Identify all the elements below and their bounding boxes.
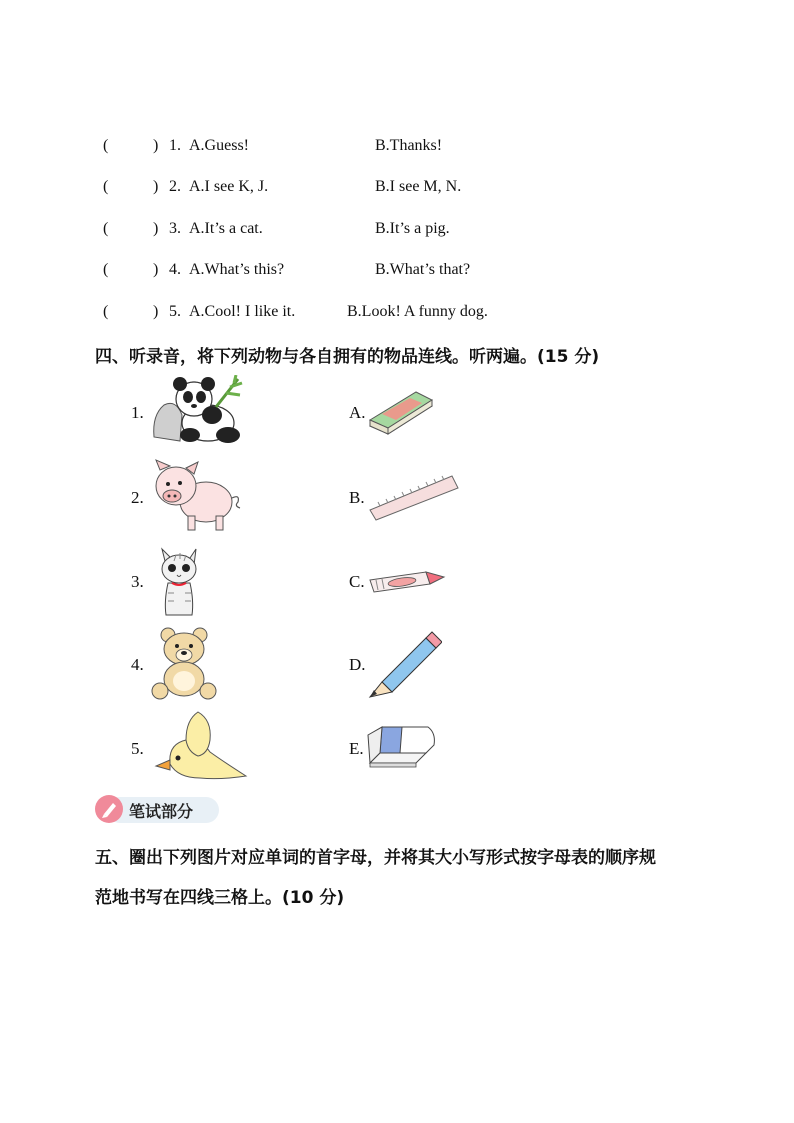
written-part-tag [95, 795, 221, 825]
question-number: 4. [169, 261, 181, 278]
animal-label-1: 1. [131, 403, 144, 422]
item-label-a: A. [349, 403, 366, 422]
section-4-title: 四、听录音，将下列动物与各自拥有的物品连线。听两遍。(15 分) [95, 347, 600, 367]
book-icon [368, 384, 436, 440]
animal-label-5: 5. [131, 739, 144, 758]
section-5-title-line-1: 五、圈出下列图片对应单词的首字母，并将其大小写形式按字母表的顺序规 [95, 848, 656, 868]
item-label-c: C. [349, 572, 365, 591]
answer-paren-close: ) [153, 261, 159, 278]
question-number: 5. [169, 303, 181, 320]
option-b: B.I see M, N. [375, 178, 462, 195]
answer-paren-open: ( [103, 261, 109, 278]
animal-label-2: 2. [131, 488, 144, 507]
answer-paren-close: ) [153, 220, 159, 237]
animal-label-4: 4. [131, 655, 144, 674]
option-b: B.It’s a pig. [375, 220, 450, 237]
option-b: B.Thanks! [375, 137, 443, 154]
item-label-d: D. [349, 655, 366, 674]
pig-icon [150, 458, 244, 534]
eraser-icon [366, 723, 438, 769]
option-b: B.Look! A funny dog. [347, 303, 488, 320]
panda-icon [150, 375, 245, 447]
answer-paren-close: ) [153, 178, 159, 195]
animal-label-3: 3. [131, 572, 144, 591]
answer-paren-open: ( [103, 137, 109, 154]
section-5-title-line-2: 范地书写在四线三格上。(10 分) [95, 888, 345, 908]
bird-icon [150, 710, 248, 782]
option-b: B.What’s that? [375, 261, 471, 278]
teddy-bear-icon [150, 627, 222, 701]
written-part-label: 笔试部分 [129, 802, 194, 821]
answer-paren-close: ) [153, 137, 159, 154]
answer-paren-close: ) [153, 303, 159, 320]
pencil-badge-icon [95, 795, 123, 823]
item-label-e: E. [349, 739, 364, 758]
option-a: A.Guess! [189, 137, 249, 154]
pencil-icon [368, 630, 442, 698]
option-a: A.It’s a cat. [189, 220, 263, 237]
option-a: A.I see K, J. [189, 178, 269, 195]
answer-paren-open: ( [103, 220, 109, 237]
cat-icon [152, 545, 204, 619]
question-number: 2. [169, 178, 181, 195]
ruler-icon [368, 472, 460, 522]
crayon-icon [368, 568, 448, 594]
option-a: A.Cool! I like it. [189, 303, 296, 320]
answer-paren-open: ( [103, 303, 109, 320]
answer-paren-open: ( [103, 178, 109, 195]
question-number: 3. [169, 220, 181, 237]
question-number: 1. [169, 137, 181, 154]
option-a: A.What’s this? [189, 261, 285, 278]
item-label-b: B. [349, 488, 365, 507]
